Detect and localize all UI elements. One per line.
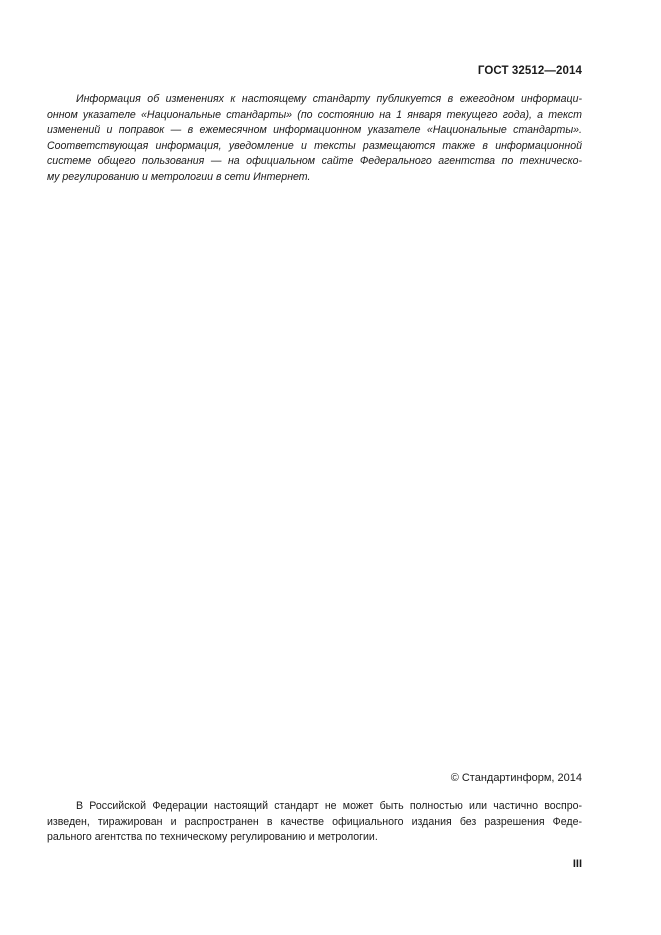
paragraph-line: Соответствующая информация, уведомление и тексты размещаются также в информационной — [47, 139, 582, 152]
paragraph-line: онном указателе «Национальные стандарты» (по состоянию на 1 января текущего года), а текст — [47, 108, 582, 121]
page-number: III — [572, 858, 582, 870]
paragraph-line: изменений и поправок — в ежемесячном информационном указателе «Национальные стандарты». — [47, 124, 582, 136]
document-code: ГОСТ 32512—2014 — [477, 65, 582, 77]
copyright-notice: © Стандартинформ, 2014 — [450, 772, 582, 784]
paragraph-line: Информация об изменениях к настоящему стандарту публикуется в ежегодном информаци- — [76, 93, 582, 105]
paragraph-line: В Российской Федерации настоящий стандарт не может быть полностью или частично воспро- — [76, 800, 582, 812]
paragraph-line: рального агентства по техническому регулированию и метрологии. — [47, 831, 378, 843]
paragraph-line: изведен, тиражирован и распространен в качестве официального издания без разрешения Феде- — [47, 815, 582, 828]
amendments-info-paragraph — [47, 92, 582, 185]
paragraph-line: му регулированию и метрологии в сети Интернет. — [47, 170, 311, 183]
paragraph-line: системе общего пользования — на официальном сайте Федерального агентства по техническо- — [47, 155, 582, 167]
reproduction-notice-paragraph — [47, 799, 582, 846]
